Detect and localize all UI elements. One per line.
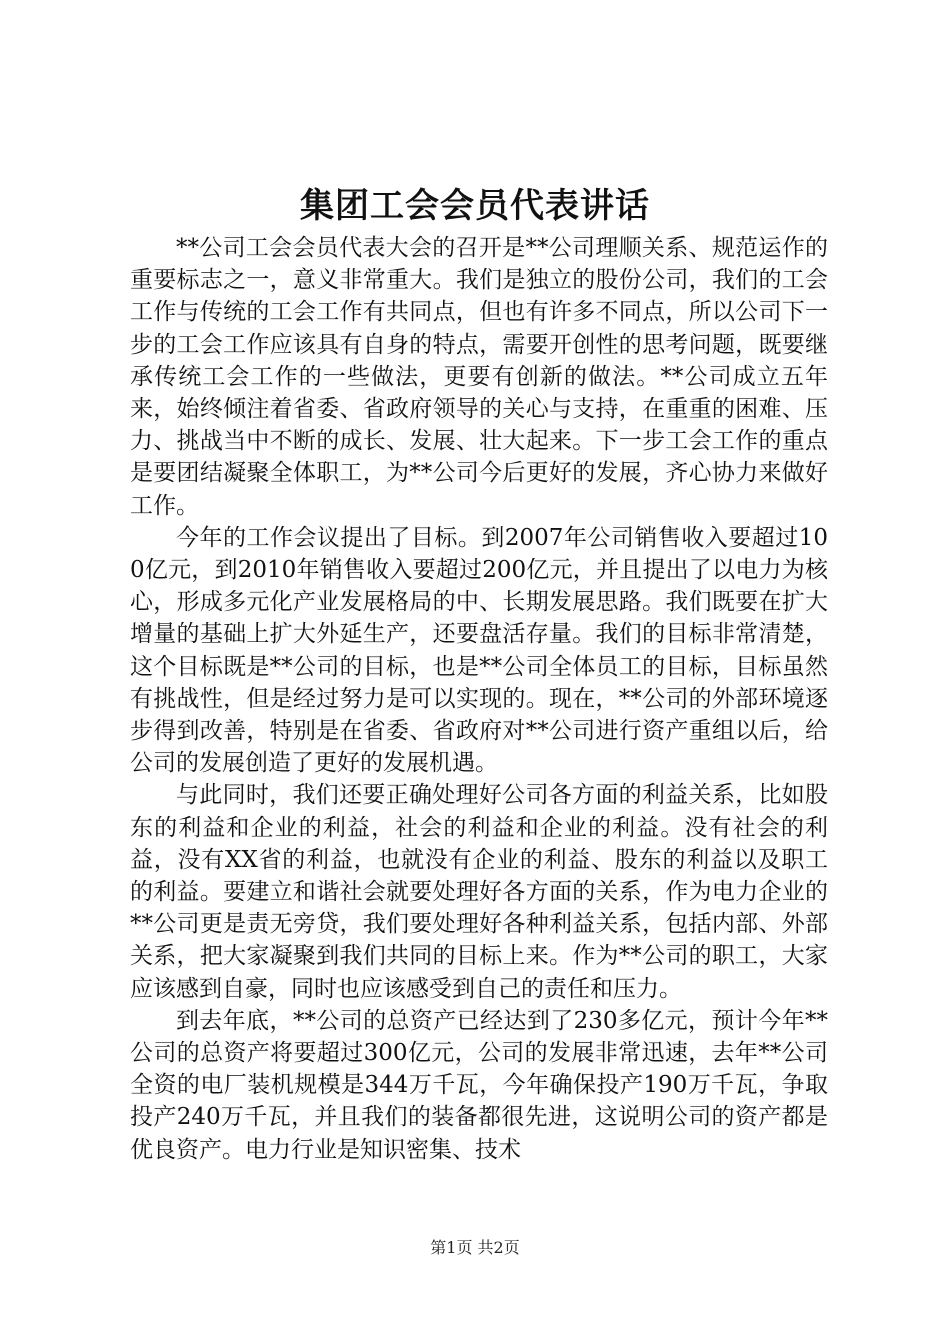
document-body [130, 232, 828, 1166]
paragraph-3: 与此同时，我们还要正确处理好公司各方面的利益关系，比如股东的利益和企业的利益，社会的利益和企业的利益。没有社会的利益，没有XX省的利益，也就没有企业的利益、股东的利益以及职工的利益。要建立和谐社会就要处理好各方面的关系，作为电力企业的**公司更是责无旁贷，我们要处理好各种利益关系，包括内部、外部关系，把大家凝聚到我们共同的目标上来。作为**公司的职工，大家应该感到自豪，同时也应该感受到自己的责任和压力。 [130, 782, 828, 1002]
document-title: 集团工会会员代表讲话 [300, 186, 650, 226]
paragraph-2: 今年的工作会议提出了目标。到2007年公司销售收入要超过100亿元，到2010年销售收入要超过200亿元，并且提出了以电力为核心，形成多元化产业发展格局的中、长期发展思路。我们既要在扩大增量的基础上扩大外延生产，还要盘活存量。我们的目标非常清楚，这个目标既是**公司的目标，也是**公司全体员工的目标，目标虽然有挑战性，但是经过努力是可以实现的。现在，**公司的外部环境逐步得到改善，特别是在省委、省政府对**公司进行资产重组以后，给公司的发展创造了更好的发展机遇。 [130, 524, 828, 777]
page-footer: 第1页 共2页 [430, 1238, 520, 1257]
paragraph-4: 到去年底，**公司的总资产已经达到了230多亿元，预计今年**公司的总资产将要超过300亿元，公司的发展非常迅速，去年**公司全资的电厂装机规模是344万千瓦，今年确保投产190万千瓦，争取投产240万千瓦，并且我们的装备都很先进，这说明公司的资产都是优良资产。电力行业是知识密集、技术 [130, 1007, 828, 1163]
paragraph-1: **公司工会会员代表大会的召开是**公司理顺关系、规范运作的重要标志之一，意义非常重大。我们是独立的股份公司，我们的工会工作与传统的工会工作有共同点，但也有许多不同点，所以公司下一步的工会工作应该具有自身的特点，需要开创性的思考问题，既要继承传统工会工作的一些做法，更要有创新的做法。**公司成立五年来，始终倾注着省委、省政府领导的关心与支持，在重重的困难、压力、挑战当中不断的成长、发展、壮大起来。下一步工会工作的重点是要团结凝聚全体职工，为**公司今后更好的发展，齐心协力来做好工作。 [130, 235, 828, 519]
